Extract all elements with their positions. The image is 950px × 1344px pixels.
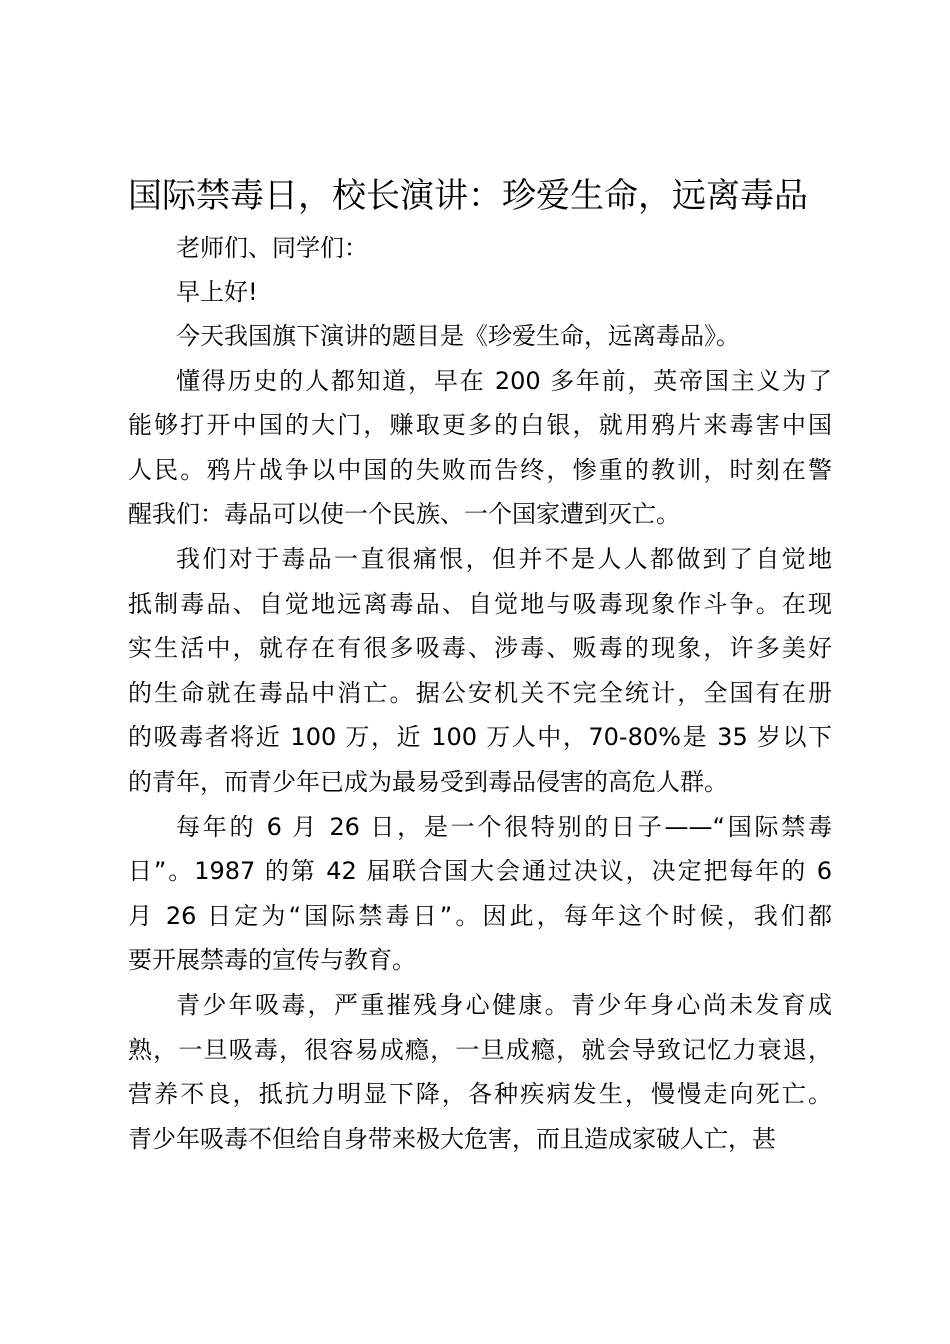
paragraph [128,805,832,983]
document-title: 国际禁毒日，校长演讲：珍爱生命，远离毒品 [128,176,808,216]
greeting: 早上好! [176,278,258,306]
paragraph-line: 醒我们：毒品可以使一个民族、一个国家遭到灭亡。 [128,500,680,529]
paragraph-line: 懂得历史的人都知道，早在 200 多年前，英帝国主义为了 [176,366,832,395]
paragraph-line: 能够打开中国的大门，赚取更多的白银，就用鸦片来毒害中国 [128,411,832,440]
paragraph-line: 日”。1987 的第 42 届联合国大会通过决议，决定把每年的 6 [128,857,832,886]
paragraph-line: 营养不良，抵抗力明显下降，各种疾病发生，慢慢走向死亡。 [128,1080,832,1109]
paragraph [128,537,832,805]
paragraph-line: 实生活中，就存在有很多吸毒、涉毒、贩毒的现象，许多美好 [128,634,832,663]
paragraph-line: 的青年，而青少年已成为最易受到毒品侵害的高危人群。 [128,767,728,796]
paragraph-line: 月 26 日定为“国际禁毒日”。因此，每年这个时候，我们都 [128,901,832,930]
paragraph-line: 青少年吸毒，严重摧残身心健康。青少年身心尚未发育成 [176,990,832,1019]
paragraph-line: 熟，一旦吸毒，很容易成瘾，一旦成瘾，就会导致记忆力衰退， [128,1035,832,1064]
paragraph-line: 青少年吸毒不但给自身带来极大危害，而且造成家破人亡，甚 [128,1124,776,1153]
salutation: 老师们、同学们： [176,234,368,262]
document-body [128,314,832,1161]
paragraph-line: 的吸毒者将近 100 万，近 100 万人中，70-80%是 35 岁以下 [128,723,832,752]
paragraph-line: 抵制毒品、自觉地远离毒品、自觉地与吸毒现象作斗争。在现 [128,589,832,618]
paragraph [128,359,832,537]
paragraph [128,314,832,359]
paragraph-line: 人民。鸦片战争以中国的失败而告终，惨重的教训，时刻在警 [128,455,832,484]
paragraph-line: 我们对于毒品一直很痛恨，但并不是人人都做到了自觉地 [176,544,832,573]
paragraph-line: 今天我国旗下演讲的题目是《珍爱生命，远离毒品》。 [176,322,740,350]
paragraph-line: 要开展禁毒的宣传与教育。 [128,946,416,975]
paragraph-line: 的生命就在毒品中消亡。据公安机关不完全统计，全国有在册 [128,678,832,707]
paragraph-line: 每年的 6 月 26 日，是一个很特别的日子——“国际禁毒 [176,812,832,841]
paragraph [128,983,832,1161]
document-page [128,170,832,1161]
